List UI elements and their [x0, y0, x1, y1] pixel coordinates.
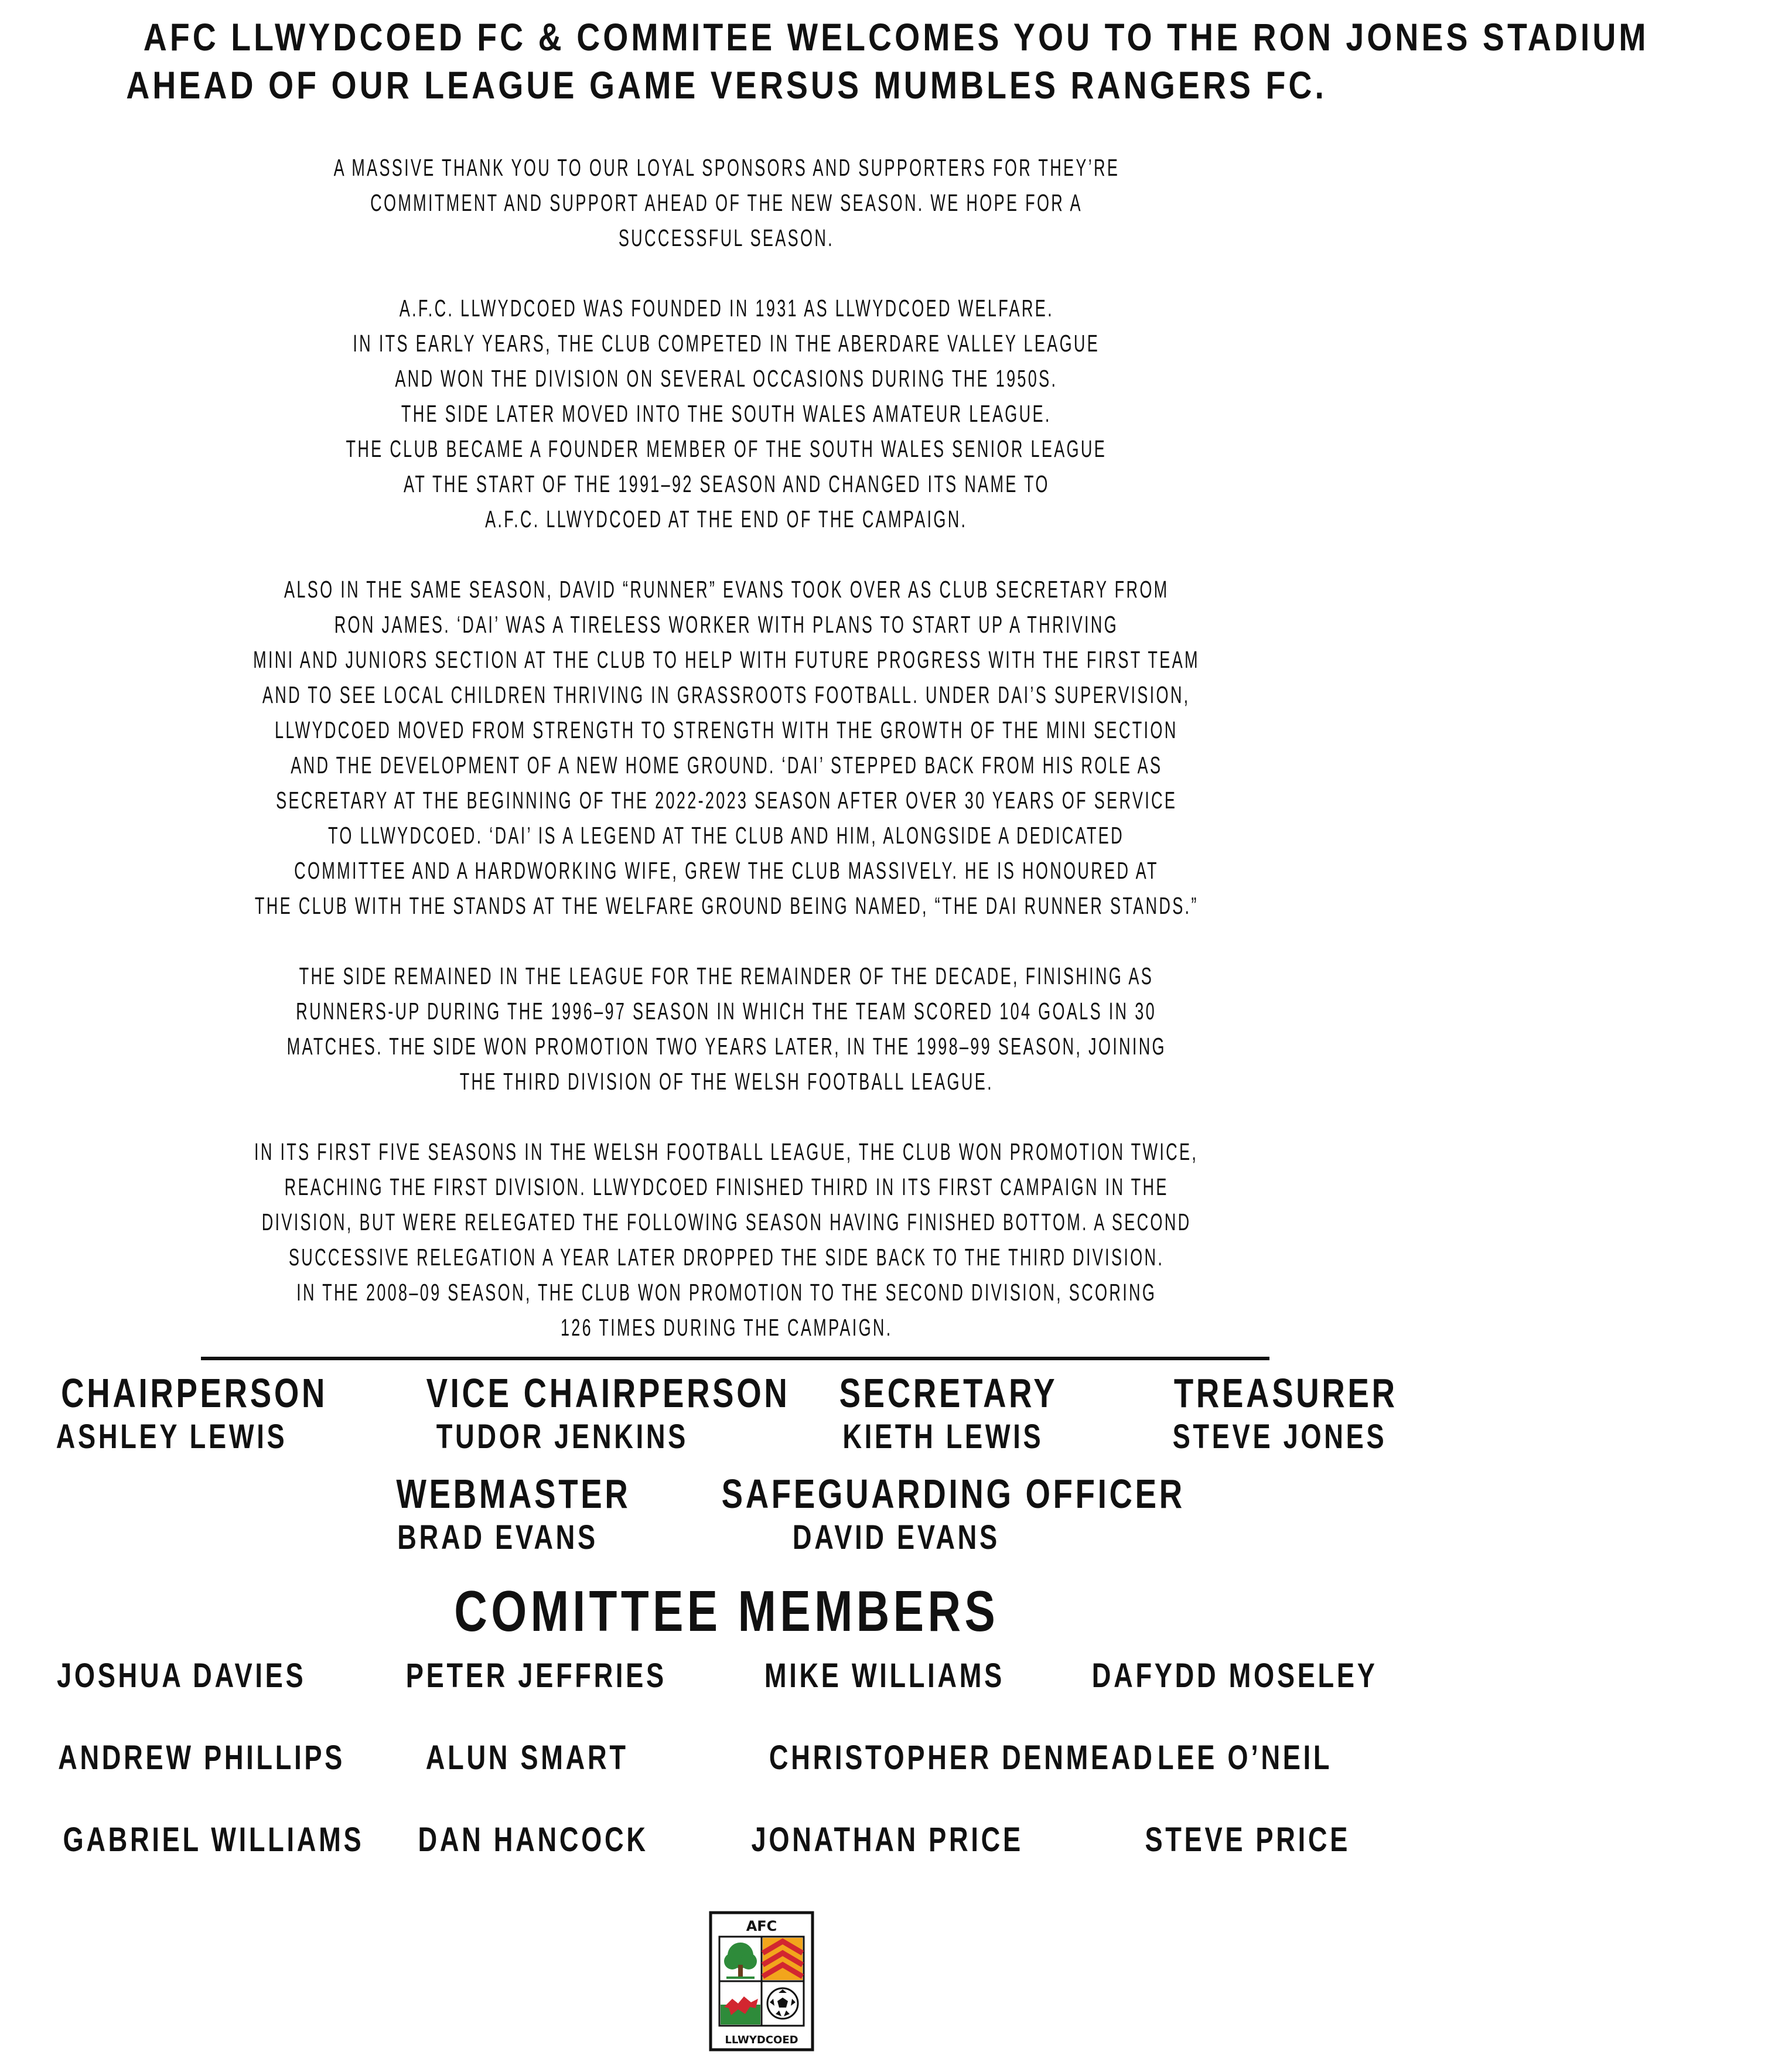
history-line: RON JAMES. ‘DAI’ WAS A TIRELESS WORKER WITH PLANS TO START UP A THRIVING [334, 611, 1119, 638]
history-line: THE CLUB WITH THE STANDS AT THE WELFARE GROUND BEING NAMED, “THE DAI RUNNER STANDS.” [254, 892, 1199, 919]
badge-bottom-text: LLWYDCOED [725, 2034, 798, 2046]
history-line: MINI AND JUNIORS SECTION AT THE CLUB TO HELP WITH FUTURE PROGRESS WITH THE FIRST TEAM [253, 646, 1200, 673]
committee-member: CHRISTOPHER DENMEAD [769, 1739, 1155, 1777]
history-line: THE SIDE LATER MOVED INTO THE SOUTH WALES AMATEUR LEAGUE. [401, 400, 1052, 427]
badge-top-text: AFC [746, 1918, 777, 1934]
history-line: A.F.C. LLWYDCOED WAS FOUNDED IN 1931 AS LLWYDCOED WELFARE. [399, 295, 1054, 322]
history-line: SUCCESSIVE RELEGATION A YEAR LATER DROPPED THE SIDE BACK TO THE THIRD DIVISION. [288, 1244, 1165, 1271]
officer-role: SAFEGUARDING OFFICER [721, 1471, 1185, 1517]
officer-webmaster [363, 1472, 633, 1559]
officer-role: SECRETARY [839, 1370, 1058, 1416]
committee-member: ANDREW PHILLIPS [58, 1739, 346, 1777]
committee-member: ALUN SMART [426, 1739, 629, 1777]
history-line: ALSO IN THE SAME SEASON, DAVID “RUNNER” EVANS TOOK OVER AS CLUB SECRETARY FROM [284, 576, 1169, 603]
officer-treasurer [1142, 1371, 1412, 1459]
committee-member: MIKE WILLIAMS [764, 1657, 1005, 1695]
officer-name: STEVE JONES [1172, 1418, 1387, 1456]
history-line: THE CLUB BECAME A FOUNDER MEMBER OF THE SOUTH WALES SENIOR LEAGUE [346, 435, 1107, 462]
officer-name: KIETH LEWIS [842, 1418, 1044, 1456]
committee-member: DAFYDD MOSELEY [1091, 1657, 1378, 1695]
headline-line-2: AHEAD OF OUR LEAGUE GAME VERSUS MUMBLES RANGERS FC. [126, 63, 1327, 107]
committee-member: LEE O’NEIL [1157, 1739, 1333, 1777]
officer-name: BRAD EVANS [397, 1518, 599, 1556]
history-line: A MASSIVE THANK YOU TO OUR LOYAL SPONSORS AND SUPPORTERS FOR THEY’RE [333, 154, 1119, 181]
history-line: AND WON THE DIVISION ON SEVERAL OCCASIONS DURING THE 1950S. [395, 365, 1058, 392]
history-paragraph [0, 572, 1453, 923]
history-line: RUNNERS-UP DURING THE 1996–97 SEASON IN WHICH THE TEAM SCORED 104 GOALS IN 30 [296, 998, 1157, 1025]
officer-chairperson [23, 1370, 328, 1459]
history-paragraph [0, 291, 1453, 537]
history-paragraph [0, 1134, 1453, 1345]
history-paragraph [0, 958, 1453, 1099]
history-line: AND THE DEVELOPMENT OF A NEW HOME GROUND. ‘DAI’ STEPPED BACK FROM HIS ROLE AS [290, 752, 1163, 779]
committee-member: DAN HANCOCK [418, 1821, 648, 1859]
history-line: IN THE 2008–09 SEASON, THE CLUB WON PROMOTION TO THE SECOND DIVISION, SCORING [296, 1279, 1157, 1306]
divider [201, 1357, 1269, 1360]
history-paragraph [0, 150, 1453, 255]
officer-name: ASHLEY LEWIS [56, 1418, 288, 1456]
history-line: TO LLWYDCOED. ‘DAI’ IS A LEGEND AT THE CLUB AND HIM, ALONGSIDE A DEDICATED [328, 822, 1125, 849]
football-icon [767, 1988, 798, 2019]
club-history [0, 150, 1453, 1345]
committee-member: JONATHAN PRICE [751, 1821, 1024, 1859]
history-line: MATCHES. THE SIDE WON PROMOTION TWO YEARS LATER, IN THE 1998–99 SEASON, JOINING [286, 1033, 1166, 1060]
history-line: AND TO SEE LOCAL CHILDREN THRIVING IN GRASSROOTS FOOTBALL. UNDER DAI’S SUPERVISION, [262, 681, 1190, 708]
officer-secretary [808, 1371, 1078, 1459]
history-line: 126 TIMES DURING THE CAMPAIGN. [560, 1314, 893, 1341]
welcome-headline [0, 13, 1649, 109]
history-line: IN ITS FIRST FIVE SEASONS IN THE WELSH FOOTBALL LEAGUE, THE CLUB WON PROMOTION TWICE, [254, 1138, 1199, 1165]
history-line: REACHING THE FIRST DIVISION. LLWYDCOED FINISHED THIRD IN ITS FIRST CAMPAIGN IN THE [284, 1173, 1169, 1200]
history-line: LLWYDCOED MOVED FROM STRENGTH TO STRENGTH WITH THE GROWTH OF THE MINI SECTION [275, 716, 1178, 743]
officer-role: TREASURER [1173, 1370, 1398, 1416]
committee-member: PETER JEFFRIES [405, 1657, 667, 1695]
officer-role: VICE CHAIRPERSON [426, 1370, 790, 1416]
history-line: SECRETARY AT THE BEGINNING OF THE 2022-2023 SEASON AFTER OVER 30 YEARS OF SERVICE [275, 787, 1177, 814]
committee-member: STEVE PRICE [1145, 1821, 1351, 1859]
history-line: AT THE START OF THE 1991–92 SEASON AND CHANGED ITS NAME TO [403, 470, 1050, 497]
committee-member: GABRIEL WILLIAMS [63, 1821, 364, 1859]
history-line: THE THIRD DIVISION OF THE WELSH FOOTBALL LEAGUE. [459, 1068, 994, 1095]
history-line: SUCCESSFUL SEASON. [618, 224, 835, 251]
committee-members-title: COMITTEE MEMBERS [454, 1579, 999, 1643]
history-line: A.F.C. LLWYDCOED AT THE END OF THE CAMPAIGN. [485, 506, 968, 532]
officer-vice-chairperson [375, 1370, 790, 1459]
history-line: COMMITTEE AND A HARDWORKING WIFE, GREW THE CLUB MASSIVELY. HE IS HONOURED AT [294, 857, 1159, 884]
club-badge-logo [709, 1911, 814, 2051]
officer-role: WEBMASTER [396, 1471, 631, 1517]
officer-name: DAVID EVANS [793, 1518, 1000, 1556]
officer-name: TUDOR JENKINS [436, 1418, 689, 1456]
officer-safeguarding [656, 1471, 1185, 1559]
officer-role: CHAIRPERSON [61, 1370, 328, 1416]
history-line: IN ITS EARLY YEARS, THE CLUB COMPETED IN THE ABERDARE VALLEY LEAGUE [353, 330, 1100, 357]
headline-line-1: AFC LLWYDCOED FC & COMMITEE WELCOMES YOU TO THE RON JONES STADIUM [143, 15, 1649, 59]
history-line: THE SIDE REMAINED IN THE LEAGUE FOR THE REMAINDER OF THE DECADE, FINISHING AS [299, 962, 1154, 989]
chevrons-icon [763, 1938, 803, 1980]
committee-member: JOSHUA DAVIES [57, 1657, 306, 1695]
history-line: COMMITMENT AND SUPPORT AHEAD OF THE NEW SEASON. WE HOPE FOR A [370, 189, 1083, 216]
history-line: DIVISION, BUT WERE RELEGATED THE FOLLOWING SEASON HAVING FINISHED BOTTOM. A SECOND [261, 1209, 1192, 1235]
